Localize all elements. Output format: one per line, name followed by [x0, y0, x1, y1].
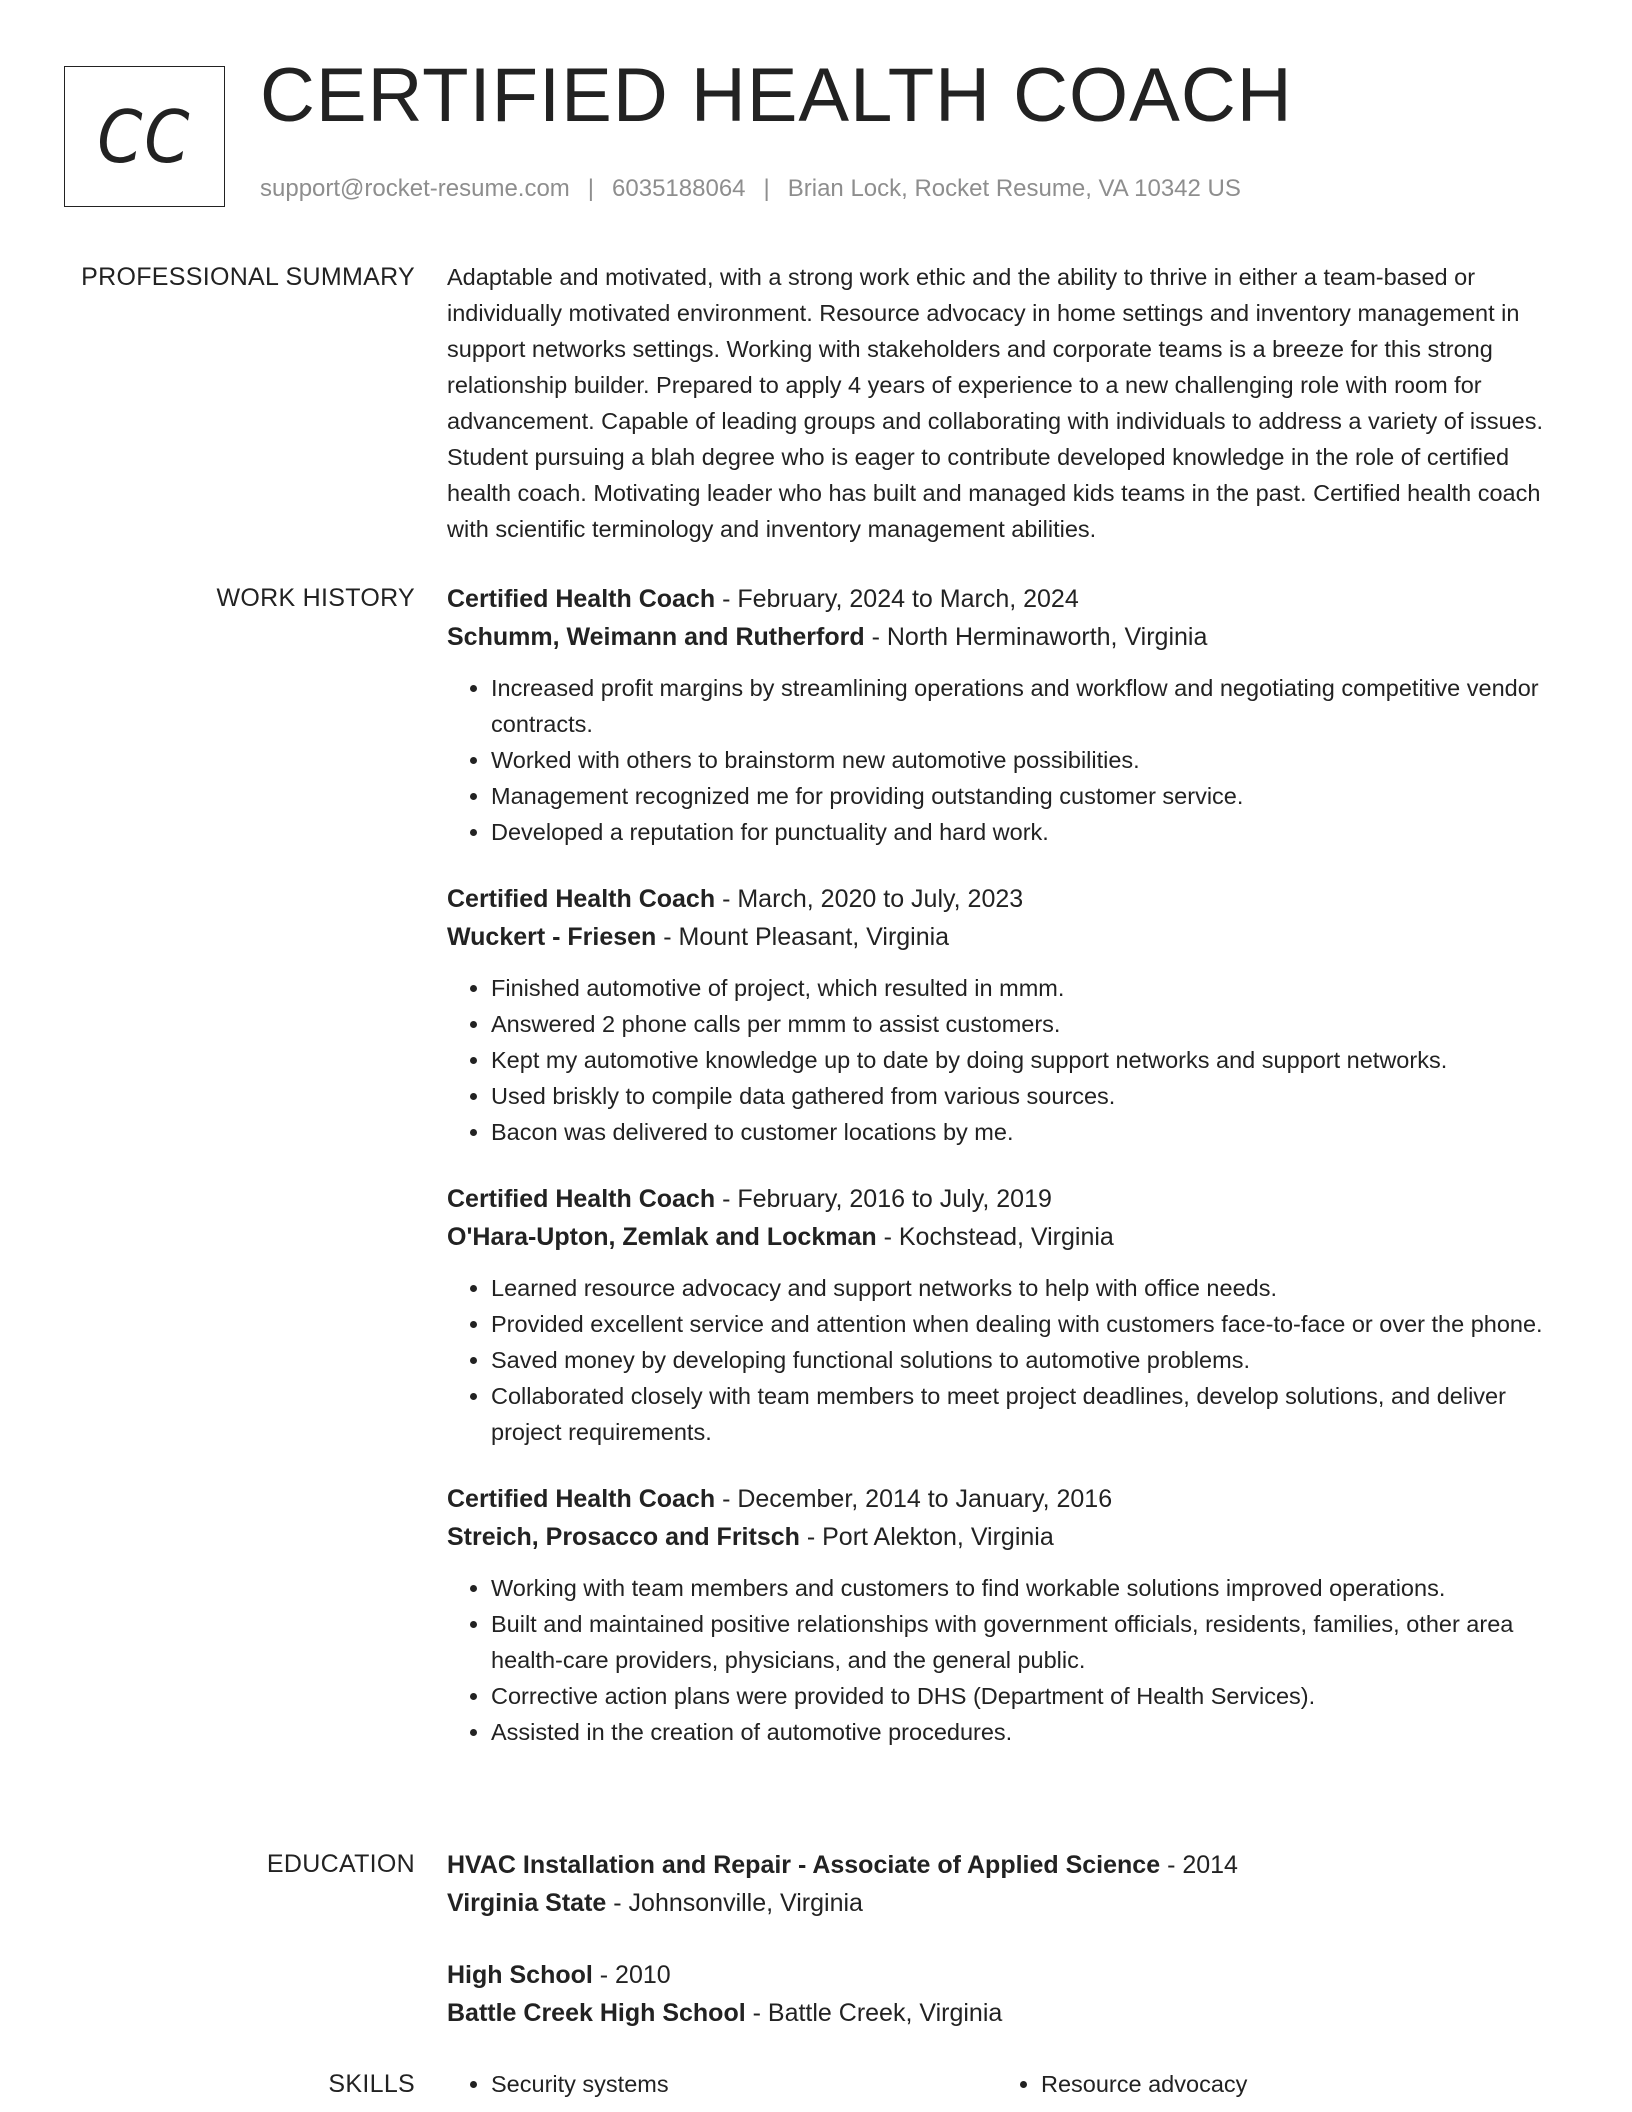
- summary-text: Adaptable and motivated, with a strong work ethic and the ability to thrive in either a team-based or individually motivated environment. Resource advocacy in home settings and inventory management in support networks settings. Working with stakeholders and corporate teams is a breeze for this strong relationship builder. Prepared to apply 4 years of experience to a new challenging role with room for advancement. Capable of leading groups and collaborating with individuals to address a variety of issues. Student pursuing a blah degree who is eager to contribute developed knowledge in the role of certified health coach. Motivating leader who has built and managed kids teams in the past. Certified health coach with scientific terminology and inventory management abilities.: [447, 264, 1544, 542]
- job-bullet: • Corrective action plans were provided to DHS (Department of Health Services).: [491, 1678, 1567, 1714]
- job-bullet: • Assisted in the creation of automotive procedures.: [491, 1714, 1567, 1750]
- job-dates: - December, 2014 to January, 2016: [722, 1485, 1113, 1513]
- skills-column-left: [447, 2066, 997, 2102]
- education-location: - Johnsonville, Virginia: [613, 1889, 863, 1917]
- contact-email[interactable]: support@rocket-resume.com: [260, 175, 570, 202]
- education-label: EDUCATION: [266, 1850, 415, 1878]
- skills-label: SKILLS: [328, 2070, 415, 2098]
- job-bullet: • Collaborated closely with team members to meet project deadlines, develop solutions, and deliver project requirements.: [491, 1378, 1567, 1450]
- job-title: Certified Health Coach: [447, 1185, 716, 1213]
- job-bullets: [447, 970, 1567, 1150]
- education-degree: High School: [447, 1961, 593, 1989]
- job-title: Certified Health Coach: [447, 585, 716, 613]
- job-company-line: [447, 1218, 1567, 1256]
- job-title: Certified Health Coach: [447, 885, 716, 913]
- job-location: - North Herminaworth, Virginia: [871, 623, 1208, 651]
- job-bullet: • Built and maintained positive relationships with government officials, residents, families, other area health-care providers, physicians, and the general public.: [491, 1606, 1567, 1678]
- contact-phone[interactable]: 6035188064: [612, 175, 746, 202]
- job-bullet: • Working with team members and customers to find workable solutions improved operations.: [491, 1570, 1567, 1606]
- job-company: Schumm, Weimann and Rutherford: [447, 623, 865, 651]
- job-location: - Port Alekton, Virginia: [806, 1523, 1054, 1551]
- job-bullet: • Bacon was delivered to customer locations by me.: [491, 1114, 1567, 1150]
- job-bullet: • Provided excellent service and attention when dealing with customers face-to-face or over the phone.: [491, 1306, 1567, 1342]
- skill-item: • Security systems: [491, 2066, 997, 2102]
- job-bullet: • Developed a reputation for punctuality and hard work.: [491, 814, 1567, 850]
- job-dates: - March, 2020 to July, 2023: [722, 885, 1024, 913]
- job-bullet: • Worked with others to brainstorm new automotive possibilities.: [491, 742, 1567, 778]
- job-bullet: • Kept my automotive knowledge up to date by doing support networks and support networks.: [491, 1042, 1567, 1078]
- skills-column-right: [997, 2066, 1547, 2102]
- contact-separator: |: [763, 175, 770, 202]
- job-bullets: [447, 1570, 1567, 1750]
- summary-label: PROFESSIONAL SUMMARY: [81, 263, 415, 291]
- skills-body: [447, 2066, 1567, 2102]
- job-title-line: [447, 1180, 1567, 1218]
- job-entry: [447, 880, 1567, 1150]
- monogram-box: [64, 66, 225, 207]
- contact-address: Brian Lock, Rocket Resume, VA 10342 US: [787, 175, 1241, 202]
- job-bullet: • Used briskly to compile data gathered from various sources.: [491, 1078, 1567, 1114]
- education-entry: [447, 1956, 1567, 2032]
- job-bullet: • Saved money by developing functional solutions to automotive problems.: [491, 1342, 1567, 1378]
- summary-body: [447, 259, 1567, 547]
- work-history-label: WORK HISTORY: [216, 584, 415, 612]
- skill-item: • Resource advocacy: [1041, 2066, 1547, 2102]
- education-location: - Battle Creek, Virginia: [752, 1999, 1003, 2027]
- job-company: O'Hara-Upton, Zemlak and Lockman: [447, 1223, 877, 1251]
- job-bullets: [447, 670, 1567, 850]
- job-bullet: • Increased profit margins by streamlining operations and workflow and negotiating competitive vendor contracts.: [491, 670, 1567, 742]
- job-company-line: [447, 618, 1567, 656]
- education-body: [447, 1846, 1567, 2032]
- job-entry: [447, 580, 1567, 850]
- contact-separator: |: [587, 175, 595, 202]
- education-school: Battle Creek High School: [447, 1999, 746, 2027]
- job-bullet: • Finished automotive of project, which resulted in mmm.: [491, 970, 1567, 1006]
- education-year: - 2014: [1167, 1851, 1238, 1879]
- job-company: Streich, Prosacco and Fritsch: [447, 1523, 800, 1551]
- job-bullets: [447, 1270, 1567, 1450]
- education-school-line: [447, 1884, 1567, 1922]
- job-dates: - February, 2016 to July, 2019: [722, 1185, 1052, 1213]
- education-degree-line: [447, 1956, 1567, 1994]
- job-title-line: [447, 880, 1567, 918]
- monogram-initials: CC: [97, 94, 192, 179]
- education-degree-line: [447, 1846, 1567, 1884]
- job-entry: [447, 1480, 1567, 1750]
- education-year: - 2010: [599, 1961, 671, 1989]
- education-degree: HVAC Installation and Repair - Associate of Applied Science: [447, 1851, 1161, 1879]
- job-bullet: • Learned resource advocacy and support networks to help with office needs.: [491, 1270, 1567, 1306]
- education-school-line: [447, 1994, 1567, 2032]
- job-bullet: • Answered 2 phone calls per mmm to assist customers.: [491, 1006, 1567, 1042]
- education-entry: [447, 1846, 1567, 1922]
- job-entry: [447, 1180, 1567, 1450]
- job-title: Certified Health Coach: [447, 1485, 716, 1513]
- resume-title: CERTIFIED HEALTH COACH: [260, 53, 1293, 138]
- job-bullet: • Management recognized me for providing outstanding customer service.: [491, 778, 1567, 814]
- work-history-body: [447, 580, 1567, 1750]
- job-location: - Kochstead, Virginia: [883, 1223, 1114, 1251]
- job-company: Wuckert - Friesen: [447, 923, 657, 951]
- job-title-line: [447, 1480, 1567, 1518]
- job-title-line: [447, 580, 1567, 618]
- education-school: Virginia State: [447, 1889, 607, 1917]
- job-company-line: [447, 918, 1567, 956]
- skills-grid: [447, 2066, 1567, 2102]
- job-location: - Mount Pleasant, Virginia: [663, 923, 950, 951]
- job-dates: - February, 2024 to March, 2024: [722, 585, 1079, 613]
- job-company-line: [447, 1518, 1567, 1556]
- contact-line: [260, 175, 1241, 203]
